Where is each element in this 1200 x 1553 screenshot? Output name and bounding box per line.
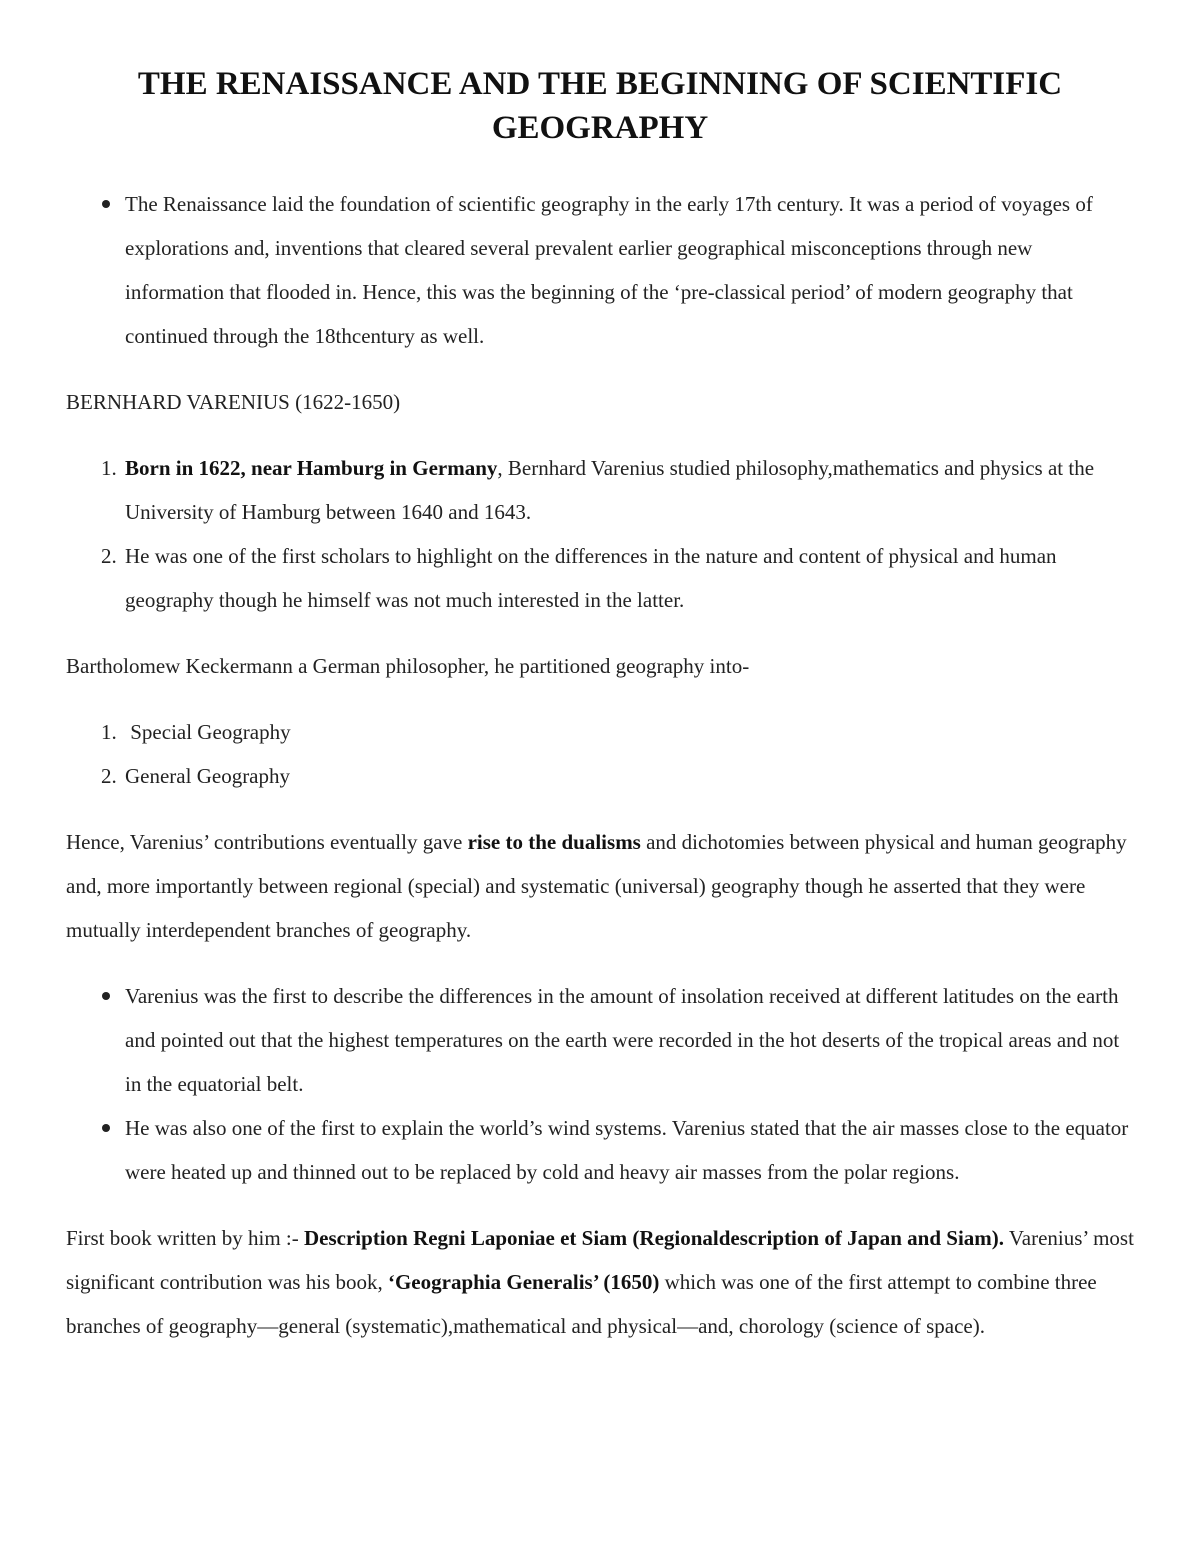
geographia-generalis-title: ‘Geographia Generalis’ (1650) [387,1270,660,1294]
title-line-2: GEOGRAPHY [491,110,709,146]
dualism-pre-text: Hence, Varenius’ contributions eventually gave [66,830,468,854]
special-geography-text: Special Geography [125,720,291,744]
contribution-bullet-list [66,974,1134,1194]
list-number: 1. [101,456,117,480]
birth-bold-text: Born in 1622, near Hamburg in Germany [125,456,498,480]
books-post-text: which was one of the first attempt to combine three branches of geography—general (systematic),mathematical and physical—and, chorology (science of space). [66,1270,1097,1338]
dualism-paragraph [66,820,1134,952]
general-geography-text: General Geography [125,764,291,788]
list-item [66,446,1134,534]
dualism-post-text: and dichotomies between physical and human geography and, more importantly between regional (special) and systematic (universal) geography though he asserted that they were mutually interdependent branches of geography. [66,830,1127,942]
keckermann-paragraph: Bartholomew Keckermann a German philosopher, he partitioned geography into- [66,654,750,678]
list-item [66,754,1134,798]
list-item [66,974,1134,1106]
wind-systems-text: He was also one of the first to explain the world’s wind systems. Varenius stated that the air masses close to the equator were heated up and thinned out to be replaced by cold and heavy air masses from the polar regions. [125,1116,1129,1184]
list-item [66,1106,1134,1194]
section-heading-varenius: BERNHARD VARENIUS (1622-1650) [66,390,401,414]
list-item [66,710,1134,754]
books-paragraph [66,1216,1134,1348]
scholar-text: He was one of the first scholars to highlight on the differences in the nature and content of physical and human geography though he himself was not much interested in the latter. [125,544,1057,612]
list-number: 2. [101,544,117,568]
intro-bullet-item [66,182,1134,358]
birth-rest-text: , Bernhard Varenius studied philosophy,mathematics and physics at the University of Hamburg between 1640 and 1643. [125,456,1095,524]
first-book-title: Description Regni Laponiae et Siam (Regionaldescription of Japan and Siam). [304,1226,1005,1250]
list-number: 1. [101,720,117,744]
document-body [66,182,1134,1348]
varenius-numbered-list [66,446,1134,622]
title-line-1: THE RENAISSANCE AND THE BEGINNING OF SCIENTIFIC [137,66,1063,102]
intro-bullet-text: The Renaissance laid the foundation of scientific geography in the early 17th century. It was a period of voyages of explorations and, inventions that cleared several prevalent earlier geographical misconceptions through new information that flooded in. Hence, this was the beginning of the ‘pre-classical period’ of modern geography that continued through the 18thcentury as well. [125,192,1093,348]
page-title [66,62,1134,150]
dualism-bold-text: rise to the dualisms [467,830,641,854]
books-pre-text: First book written by him :- [66,1226,304,1250]
intro-bullet-list [66,182,1134,358]
partition-numbered-list [66,710,1134,798]
books-mid-text: Varenius’ most significant contribution was his book, [66,1226,1134,1294]
list-item [66,534,1134,622]
insolation-text: Varenius was the first to describe the differences in the amount of insolation received at different latitudes on the earth and pointed out that the highest temperatures on the earth were recorded in the hot deserts of the tropical areas and not in the equatorial belt. [125,984,1120,1096]
list-number: 2. [101,764,117,788]
